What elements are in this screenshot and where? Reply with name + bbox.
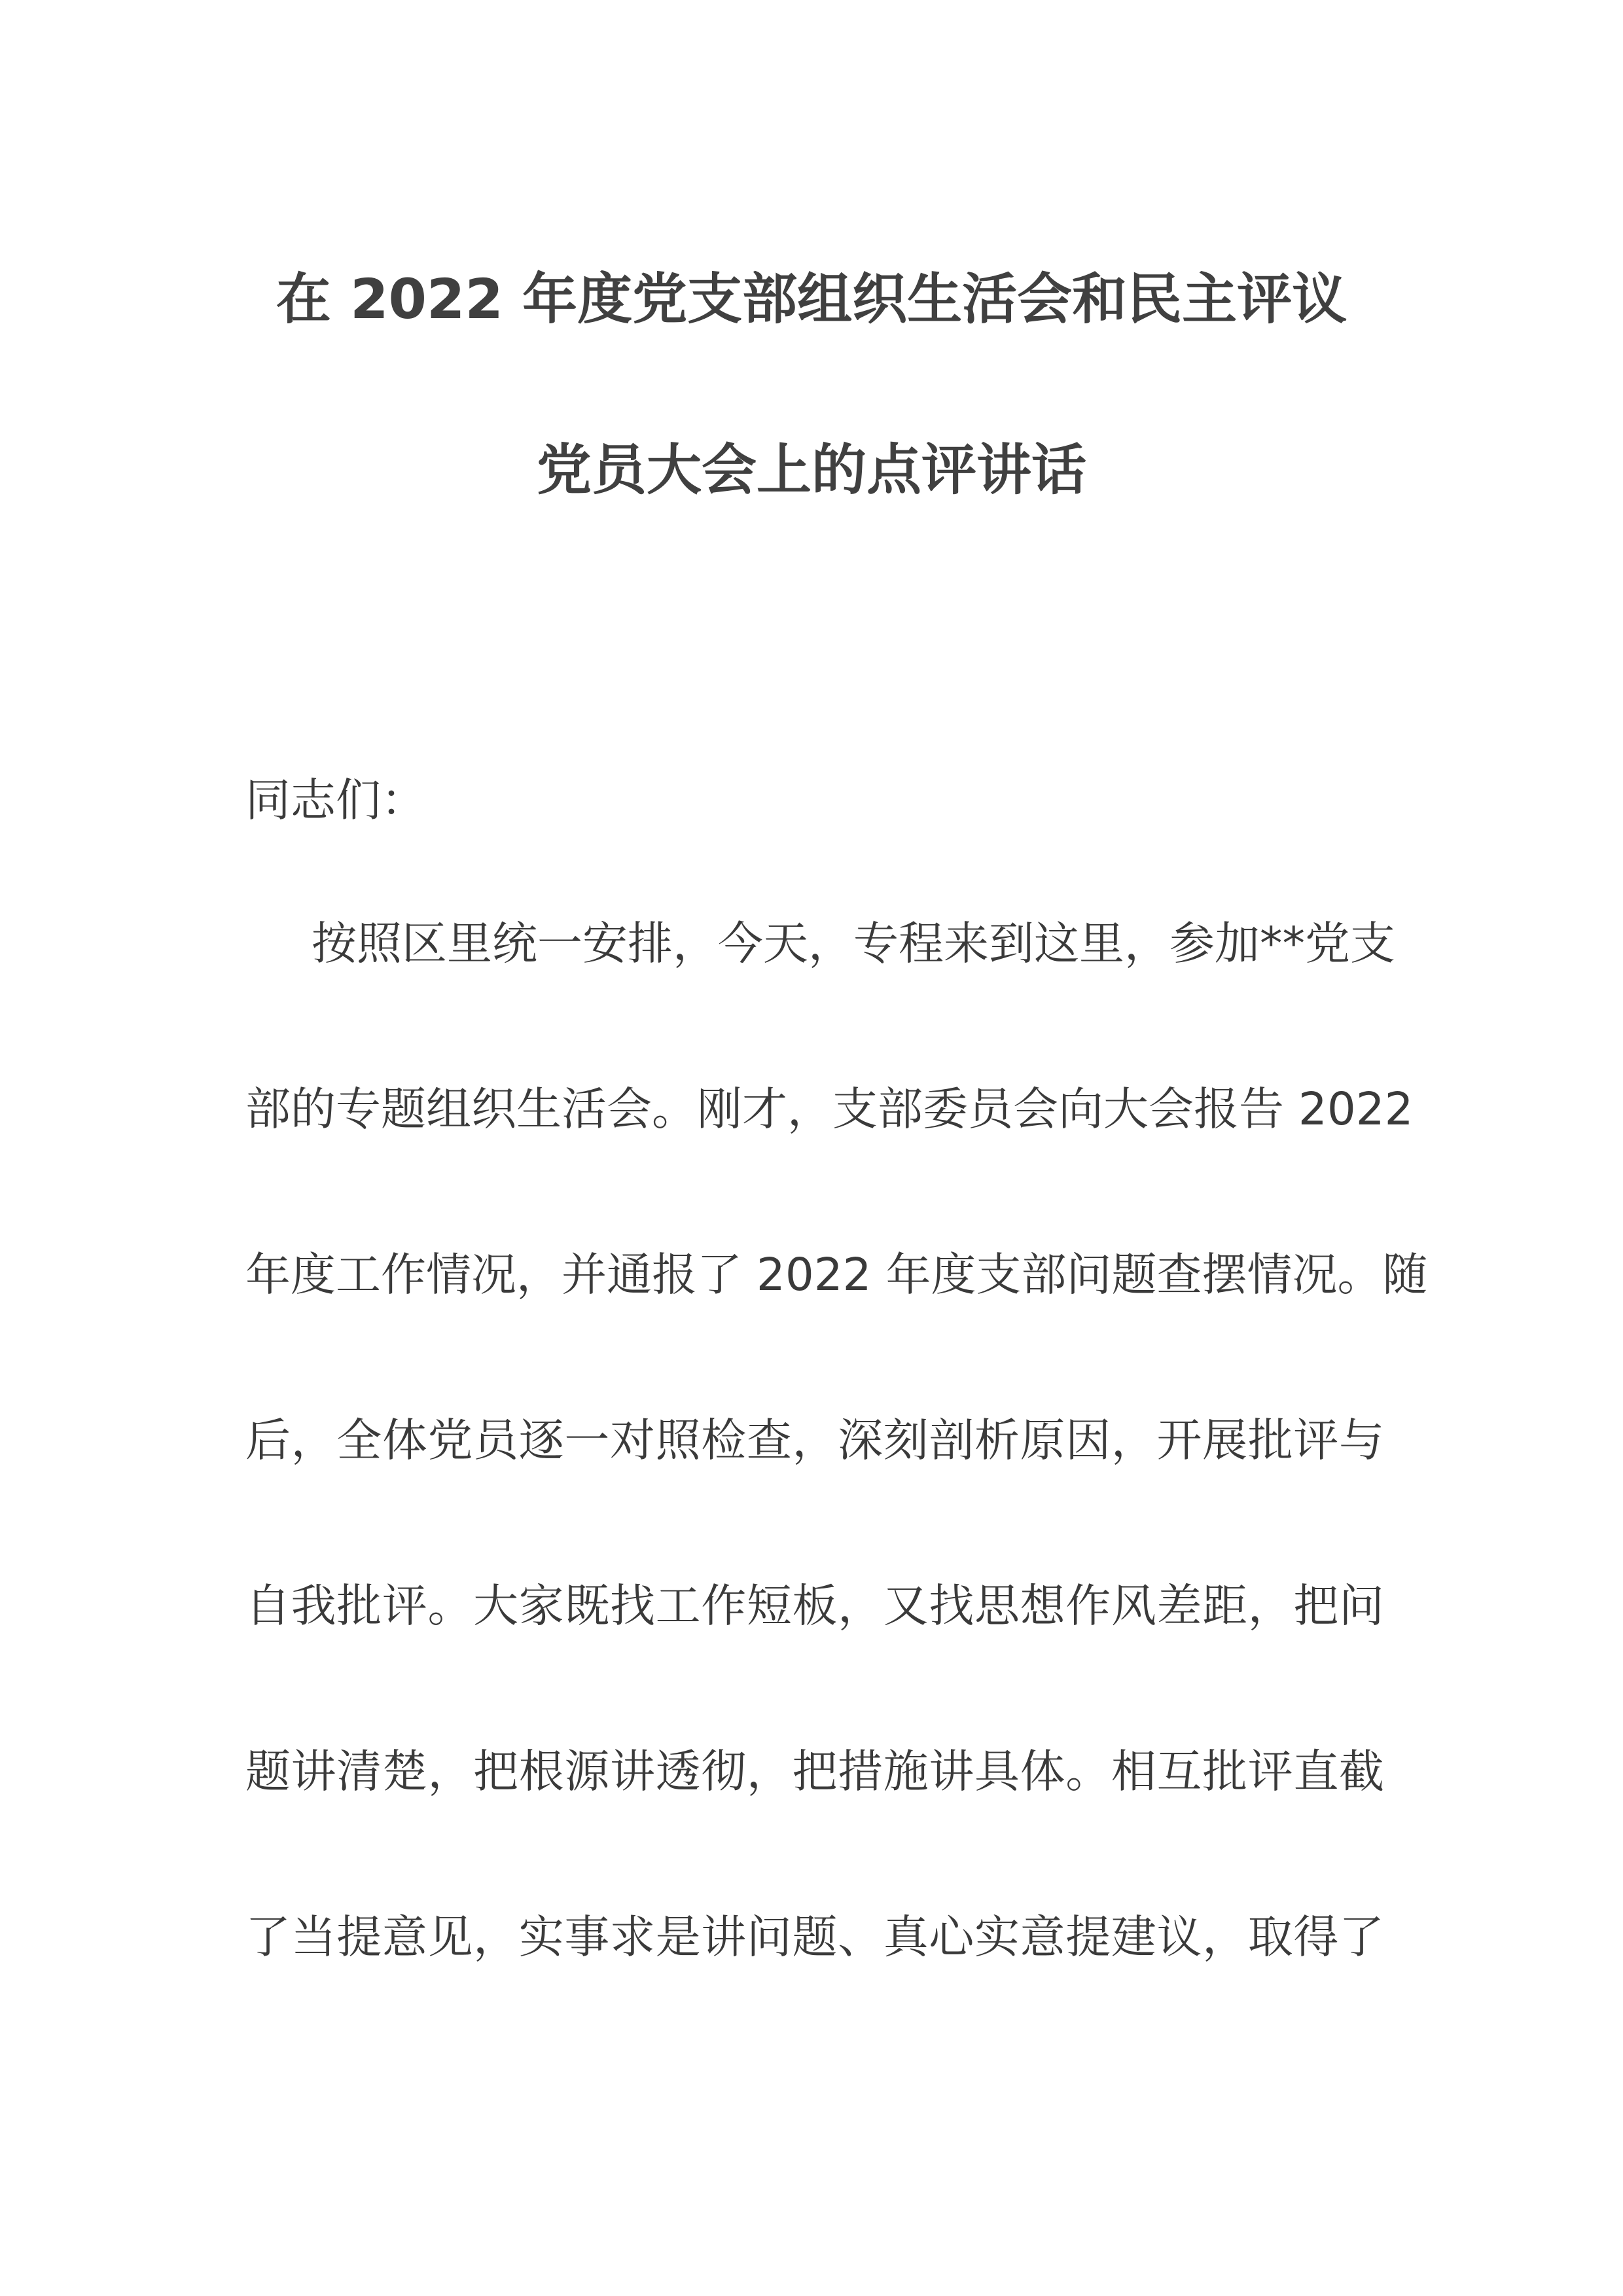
body-line-5: 自我批评。大家既找工作短板，又找思想作风差距，把问 [245,1580,1384,1632]
body-line-3: 年度工作情况，并通报了 2022 年度支部问题查摆情况。随 [245,1249,1428,1301]
body-line-2: 部的专题组织生活会。刚才，支部委员会向大会报告 2022 [245,1083,1414,1136]
body-line-1: 按照区里统一安排，今天，专程来到这里，参加**党支 [312,918,1395,970]
document-title-line-1: 在 2022 年度党支部组织生活会和民主评议 [276,267,1347,331]
body-line-6: 题讲清楚，把根源讲透彻，把措施讲具体。相互批评直截 [245,1746,1384,1798]
document-title-line-2: 党员大会上的点评讲话 [536,438,1086,502]
salutation: 同志们： [245,774,426,827]
body-line-4: 后，全体党员逐一对照检查，深刻剖析原因，开展批评与 [245,1414,1384,1467]
body-line-7: 了当提意见，实事求是讲问题、真心实意提建议，取得了 [245,1911,1384,1964]
